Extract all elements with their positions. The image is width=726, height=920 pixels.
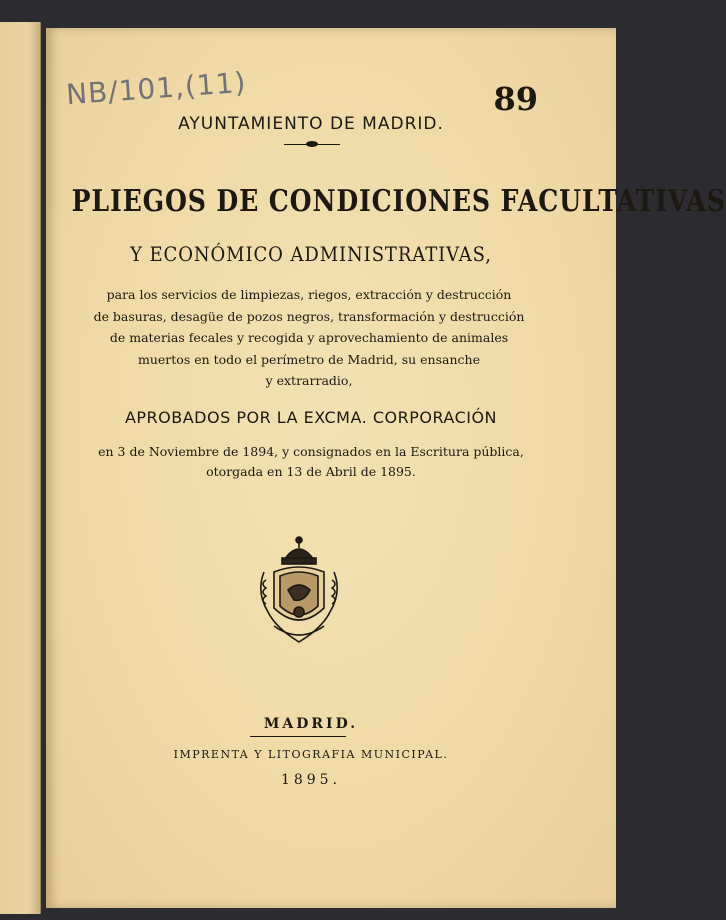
imprint-printer: IMPRENTA Y LITOGRAFIA MUNICIPAL. xyxy=(173,748,449,761)
date-line: en 3 de Noviembre de 1894, y consignados en la Escritura pública, xyxy=(98,444,524,459)
date-line: otorgada en 13 de Abril de 1895. xyxy=(206,464,416,479)
issuing-authority: AYUNTAMIENTO DE MADRID. xyxy=(178,114,444,134)
description xyxy=(24,284,594,392)
handwritten-shelfmark: NB/101,(11) xyxy=(65,65,248,112)
imprint-city: MADRID. xyxy=(263,716,359,732)
approval-statement: APROBADOS POR LA EXCMA. CORPORACIÓN xyxy=(124,408,498,427)
description-line: muertos en todo el perímetro de Madrid, su ensanche xyxy=(138,351,480,367)
description-line: y extrarradio, xyxy=(265,373,353,388)
page-number: 89 xyxy=(493,80,538,118)
description-line: para los servicios de limpiezas, riegos, extracción y destrucción xyxy=(106,287,512,302)
approval-dates xyxy=(26,442,596,482)
document-title: PLIEGOS DE CONDICIONES FACULTATIVAS xyxy=(71,184,726,219)
ornamental-rule-dot xyxy=(306,141,318,147)
description-line: de basuras, desagüe de pozos negros, transformación y destrucción xyxy=(93,308,525,324)
description-line: de materias fecales y recogida y aprovechamiento de animales xyxy=(109,330,509,345)
document-page xyxy=(46,28,726,908)
imprint-rule xyxy=(250,736,346,737)
document-subtitle: Y ECONÓMICO ADMINISTRATIVAS, xyxy=(130,242,492,266)
imprint-year: 1895. xyxy=(280,772,342,788)
madrid-coat-of-arms-icon xyxy=(254,532,344,648)
